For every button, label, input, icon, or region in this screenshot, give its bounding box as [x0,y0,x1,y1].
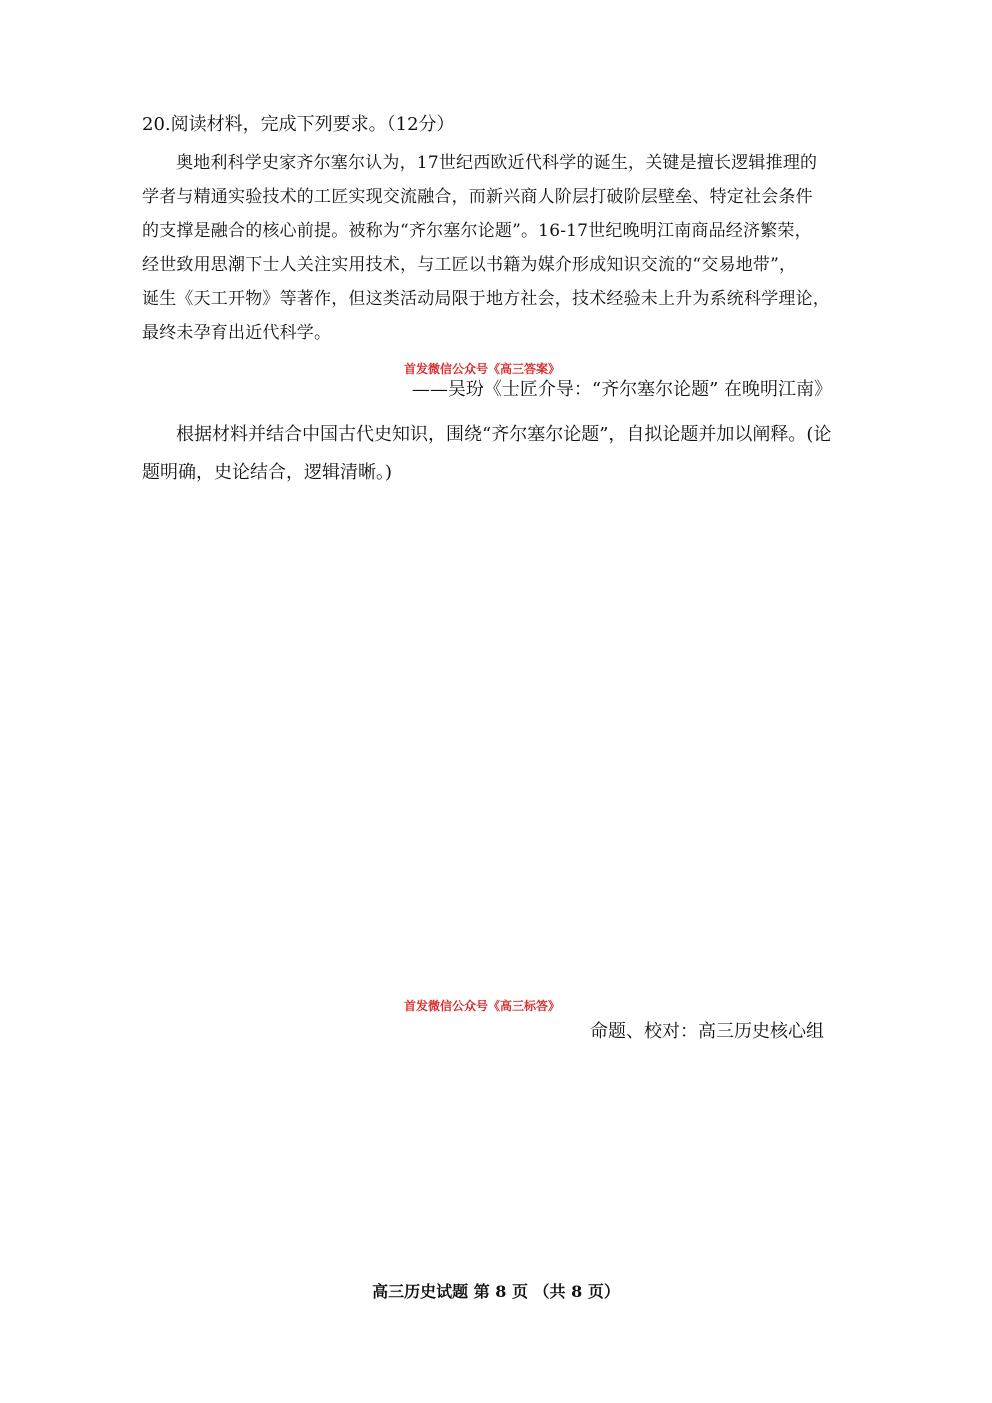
credits: 命题、校对：高三历史核心组 [590,1021,824,1042]
watermark-bottom: 首发微信公众号《高三标答》 [404,999,561,1013]
material-passage [142,146,842,350]
watermark-top: 首发微信公众号《高三答案》 [404,362,561,376]
material-line: 学者与精通实验技术的工匠实现交流融合，而新兴商人阶层打破阶层壁垒、特定社会条件 [142,187,813,207]
material-line: 诞生《天工开物》等著作，但这类活动局限于地方社会，技术经验未上升为系统科学理论， [142,289,830,309]
requirement-line: 根据材料并结合中国古代史知识，围绕“齐尔塞尔论题”，自拟论题并加以阐释。(论 [176,424,832,445]
material-line: 的支撑是融合的核心前提。被称为“齐尔塞尔论题”。16-17世纪晚明江南商品经济繁荣， [142,221,812,241]
material-line: 经世致用思潮下士人关注实用技术，与工匠以书籍为媒介形成知识交流的“交易地带”， [142,255,797,275]
material-citation: ——吴玢《士匠介导：“齐尔塞尔论题” 在晚明江南》 [411,379,832,400]
requirement-line: 题明确，史论结合，逻辑清晰。) [142,462,393,483]
material-line: 最终未孕育出近代科学。 [142,323,332,343]
question-title: 20.阅读材料，完成下列要求。（12分） [142,114,455,135]
material-line: 奥地利科学史家齐尔塞尔认为，17世纪西欧近代科学的诞生，关键是擅长逻辑推理的 [176,153,818,173]
question-requirement [142,416,842,492]
page-footer: 高三历史试题 第 8 页 （共 8 页） [372,1282,620,1301]
